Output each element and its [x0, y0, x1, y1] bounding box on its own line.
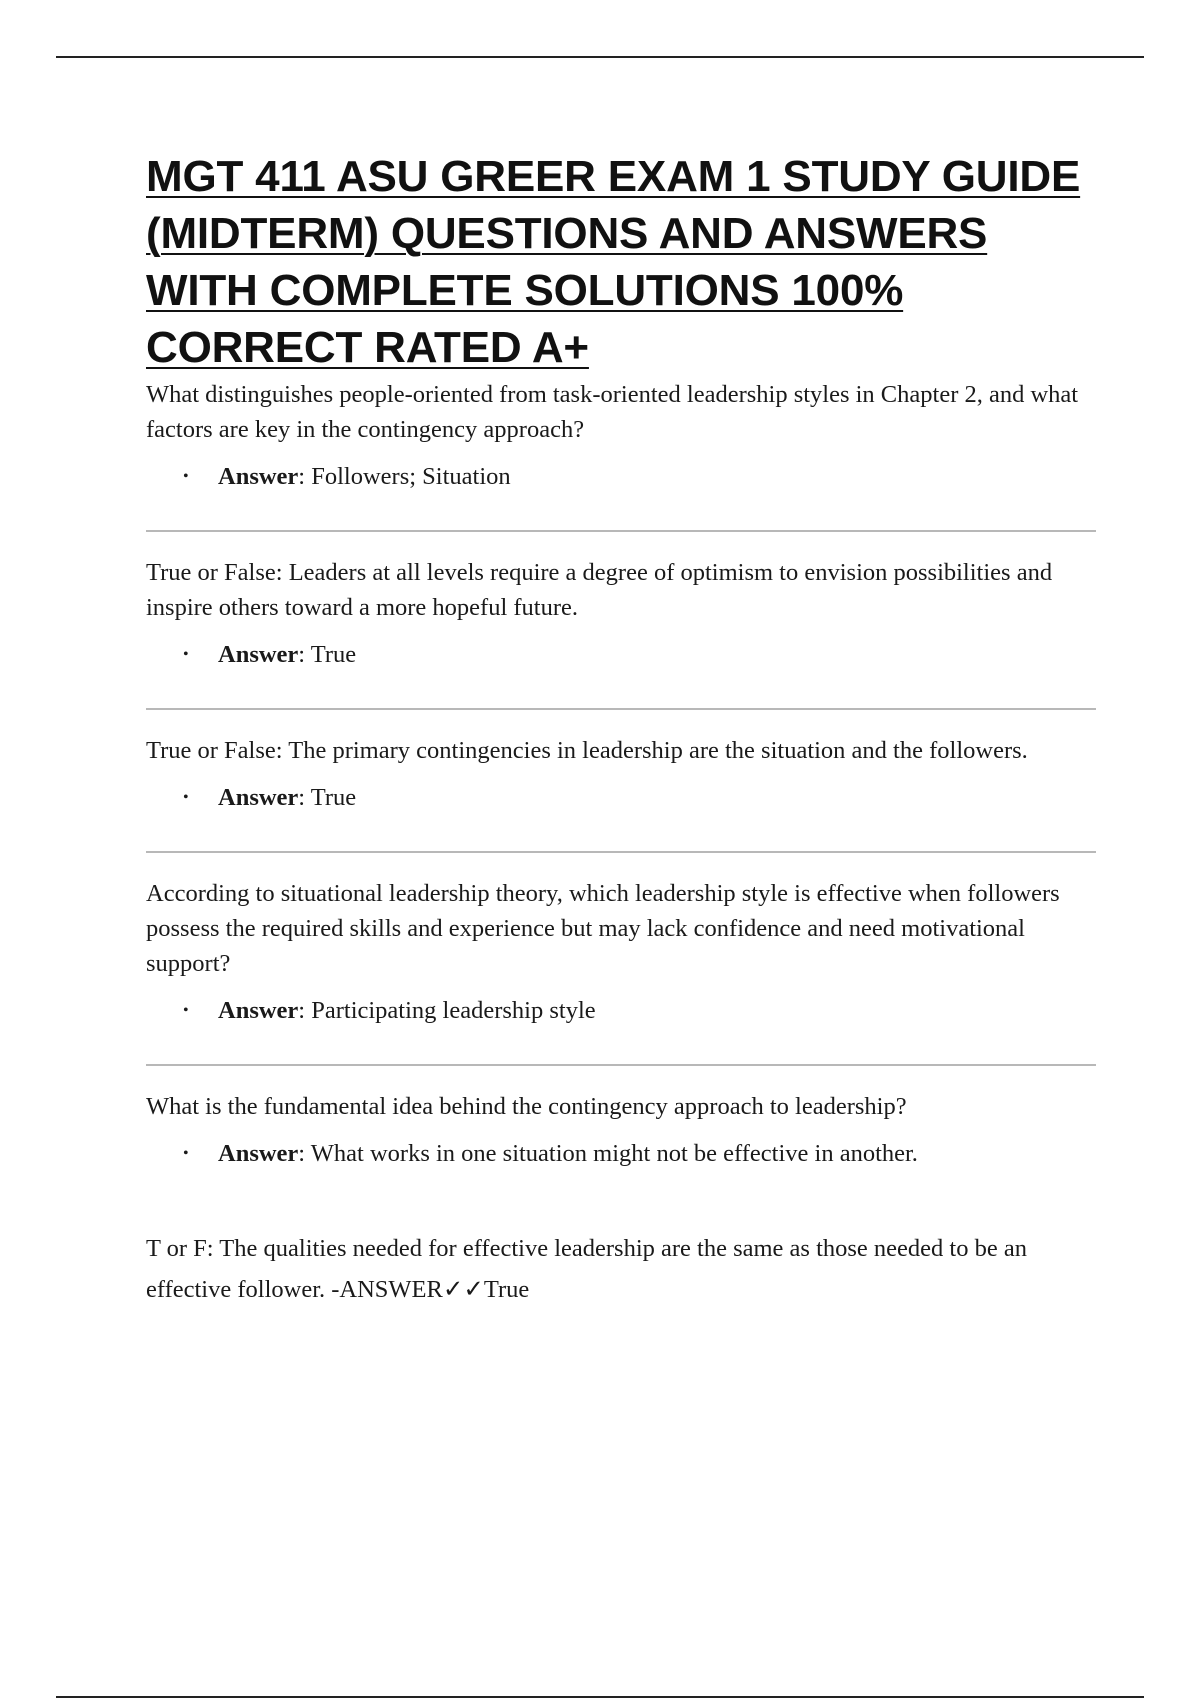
- answer-item: [146, 459, 1096, 494]
- divider: [146, 708, 1096, 710]
- qa-item: [146, 876, 1096, 1028]
- answer-label: Answer: [218, 997, 299, 1024]
- answer-label: Answer: [218, 463, 299, 490]
- qa-item: [146, 1089, 1096, 1171]
- answer-item: [146, 637, 1096, 672]
- bullet-icon: •: [183, 468, 189, 485]
- qa-item: [146, 733, 1096, 815]
- divider: [146, 530, 1096, 532]
- answer-list: [146, 1136, 1096, 1171]
- question-text: What is the fundamental idea behind the contingency approach to leadership?: [146, 1093, 907, 1120]
- answer-list: [146, 993, 1096, 1028]
- qa-item: [146, 555, 1096, 672]
- answer-text: : What works in one situation might not be effective in another.: [298, 1140, 918, 1167]
- answer-label: Answer: [218, 1140, 299, 1167]
- question-text: What distinguishes people-oriented from task-oriented leadership styles in Chapter 2, and what factors are key in the contingency approach?: [146, 381, 1079, 443]
- page-top-rule: [56, 56, 1144, 58]
- question-text: True or False: Leaders at all levels require a degree of optimism to envision possibilities and inspire others toward a more hopeful future.: [146, 559, 1053, 621]
- document-title: MGT 411 ASU GREER EXAM 1 STUDY GUIDE (MIDTERM) QUESTIONS AND ANSWERS WITH COMPLETE SOLUTIONS 100% CORRECT RATED A+: [146, 152, 1081, 372]
- answer-item: [146, 1136, 1096, 1171]
- final-question-answer: T or F: The qualities needed for effective leadership are the same as those needed to be an effective follower. -ANSWER✓✓True: [146, 1235, 1027, 1303]
- question-text: According to situational leadership theory, which leadership style is effective when followers possess the required skills and experience but may lack confidence and need motivational support?: [146, 880, 1060, 977]
- answer-item: [146, 780, 1096, 815]
- bullet-icon: •: [183, 1002, 189, 1019]
- answer-label: Answer: [218, 784, 299, 811]
- page-bottom-rule: [56, 1696, 1144, 1698]
- qa-item: [146, 377, 1096, 494]
- answer-label: Answer: [218, 641, 299, 668]
- question-text: True or False: The primary contingencies in leadership are the situation and the followers.: [146, 737, 1028, 764]
- bullet-icon: •: [183, 1145, 189, 1162]
- answer-text: : Participating leadership style: [298, 997, 596, 1024]
- answer-text: : Followers; Situation: [298, 463, 511, 490]
- answer-list: [146, 780, 1096, 815]
- answer-text: : True: [298, 641, 357, 668]
- answer-item: [146, 993, 1096, 1028]
- bullet-icon: •: [183, 646, 189, 663]
- divider: [146, 1064, 1096, 1066]
- bullet-icon: •: [183, 789, 189, 806]
- divider: [146, 851, 1096, 853]
- answer-list: [146, 637, 1096, 672]
- answer-list: [146, 459, 1096, 494]
- answer-text: : True: [298, 784, 357, 811]
- document-body: [146, 148, 1096, 1310]
